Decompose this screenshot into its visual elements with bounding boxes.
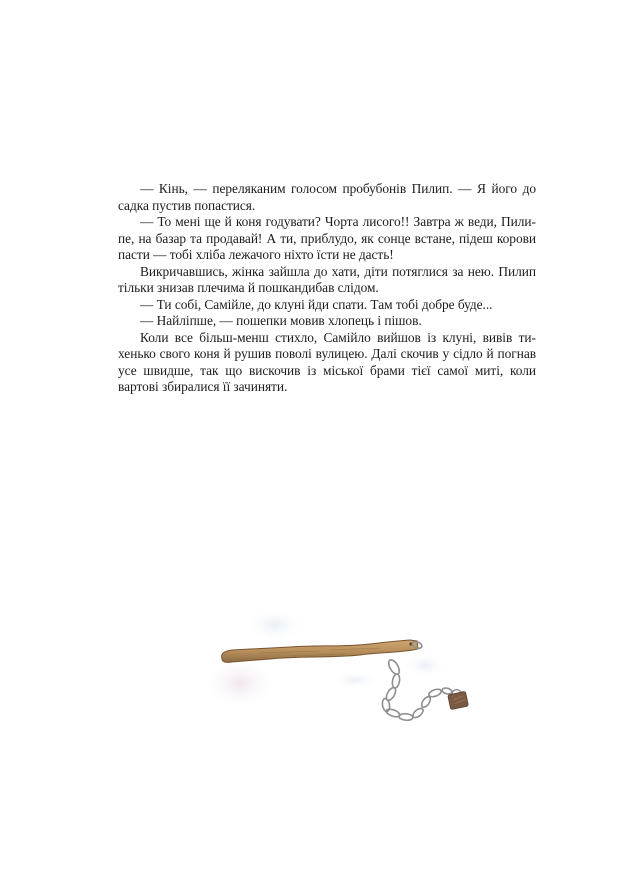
paragraph-1: — Кінь, — переляканим голосом пробубонів Пилип. — Я його до садка пустив попастися.	[118, 181, 536, 213]
paragraph-3: Викричавшись, жінка зайшла до хати, діти потяглися за нею. Пилип тільки знизав плечима й пошкандибав слідом.	[118, 263, 536, 295]
story-text	[118, 181, 536, 396]
paragraph-5: — Найліпше, — пошепки мовив хлопець і пішов.	[140, 313, 422, 328]
stick-chain-icon	[170, 575, 500, 770]
stick-and-chain-illustration	[170, 575, 500, 770]
paragraph-2: — То мені ще й коня годувати? Чорта лисого!! Завтра ж веди, Пилипе, на базар та продавай! А ти, приблудо, як сонце встане, підеш корови пасти — тобі хліба лежачого ніхто їсти не дасть!	[118, 214, 536, 262]
paragraph-6: Коли все більш-менш стихло, Самійло вийшов із клуні, вивів тихенько свого коня й рушив поволі вулицею. Далі скочив у сідло й погнав усе швидше, так що вискочив із міської брами тієї самої миті, коли вартові збиралися її зачиняти.	[118, 329, 536, 394]
paragraph-4: — Ти собі, Самійле, до клуні йди спати. Там тобі добре буде...	[140, 296, 493, 312]
